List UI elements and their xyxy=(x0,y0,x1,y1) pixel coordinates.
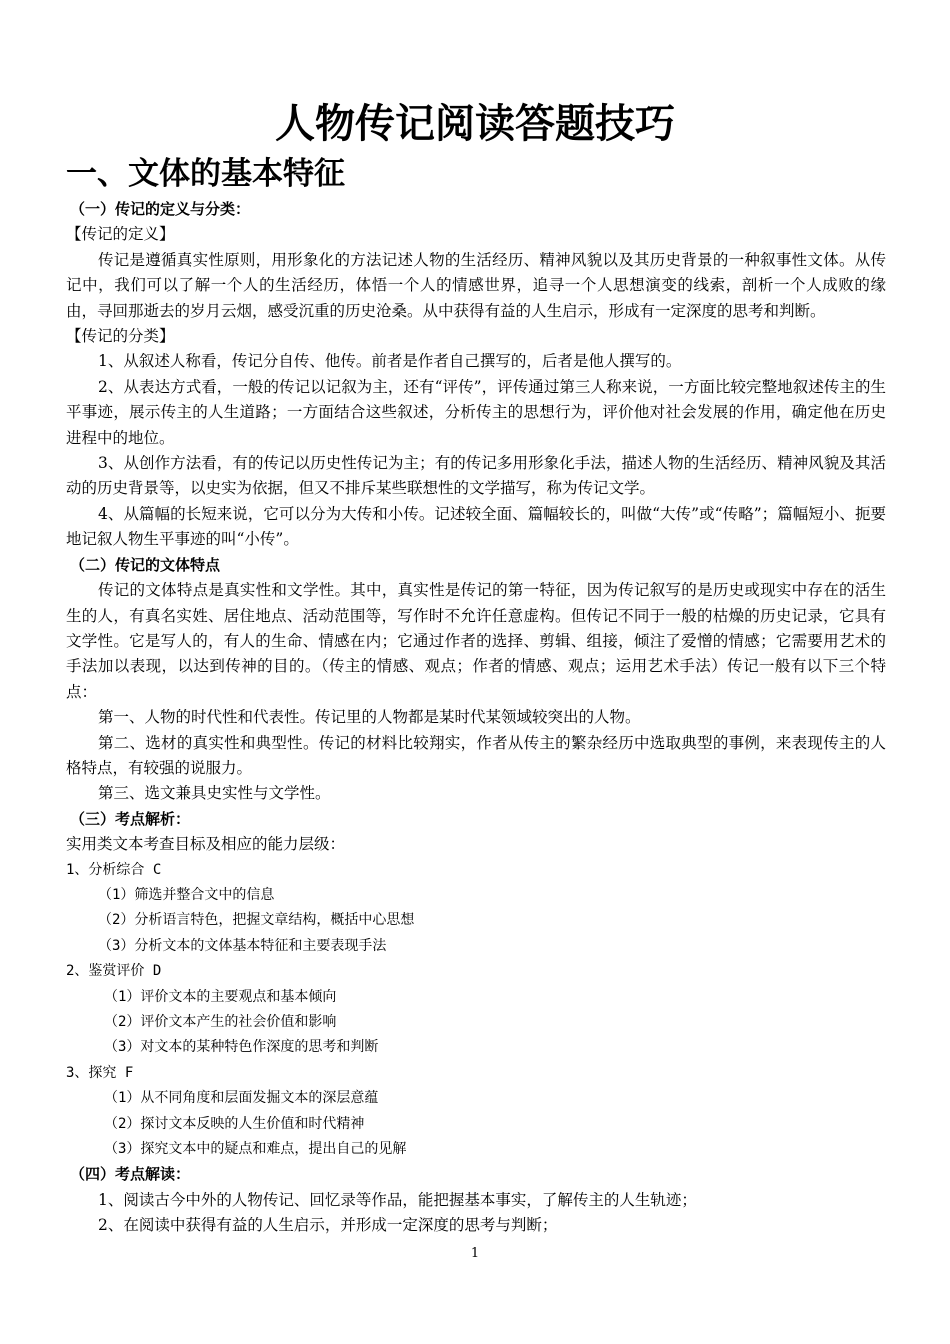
paragraph: 第三、选文兼具史实性与文学性。 xyxy=(98,784,331,803)
section-heading: 一、文体的基本特征 xyxy=(66,156,345,192)
subsection-title: （三）考点解析： xyxy=(70,809,191,828)
paragraph: 1、阅读古今中外的人物传记、回忆录等作品，能把握基本事实，了解传主的人生轨迹； xyxy=(98,1190,697,1209)
list-item: （3）对文本的某种特色作深度的思考和判断 xyxy=(104,1039,379,1056)
subsection-title: （四）考点解读： xyxy=(70,1165,191,1184)
label: 【传记的分类】 xyxy=(66,327,175,346)
list-heading: 1、分析综合 C xyxy=(66,861,162,878)
paragraph: 传记的文体特点是真实性和文学性。其中，真实性是传记的第一特征，因为传记叙写的是历史或现实中存在的活生生的人，有真名实姓、居住地点、活动范围等，写作时不允许任意虚构。但传记不同于一般的枯燥的历史记录，它具有文学性。它是写人的，有人的生命、情感在内；它通过作者的选择、剪辑、组接，倾注了爱憎的情感；它需要用艺术的手法加以表现，以达到传神的目的。（传主的情感、观点；作者的情感、观点；运用艺术手法）传记一般有以下三个特点： xyxy=(66,581,886,701)
paragraph: 第二、选材的真实性和典型性。传记的材料比较翔实，作者从传主的繁杂经历中选取典型的事例，来表现传主的人格特点，有较强的说服力。 xyxy=(66,733,886,777)
paragraph: 2、在阅读中获得有益的人生启示，并形成一定深度的思考与判断； xyxy=(98,1216,558,1235)
page-number: 1 xyxy=(470,1246,480,1261)
subsection-title: （一）传记的定义与分类： xyxy=(70,200,251,218)
document-body xyxy=(66,197,886,1239)
list-item: （2）评价文本产生的社会价值和影响 xyxy=(104,1014,337,1030)
list-item: （3）分析文本的文体基本特征和主要表现手法 xyxy=(98,937,387,954)
paragraph: 3、从创作方法看，有的传记以历史性传记为主；有的传记多用形象化手法，描述人物的生活经历、精神风貌及其活动的历史背景等，以史实为依据，但又不排斥某些联想性的文学描写，称为传记文学。 xyxy=(66,454,886,498)
paragraph: 第一、人物的时代性和代表性。传记里的人物都是某时代某领域较突出的人物。 xyxy=(98,708,641,727)
paragraph: 1、从叙述人称看，传记分自传、他传。前者是作者自己撰写的，后者是他人撰写的。 xyxy=(98,352,682,371)
paragraph: 4、从篇幅的长短来说，它可以分为大传和小传。记述较全面、篇幅较长的，叫做“大传”或“传略”；篇幅短小、扼要地记叙人物生平事迹的叫“小传”。 xyxy=(66,504,886,549)
page-title: 人物传记阅读答题技巧 xyxy=(275,101,675,147)
subsection-title: （二）传记的文体特点 xyxy=(70,555,221,574)
label: 【传记的定义】 xyxy=(66,225,175,244)
list-item: （2）探讨文本反映的人生价值和时代精神 xyxy=(104,1115,365,1132)
paragraph: 传记是遵循真实性原则，用形象化的方法记述人物的生活经历、精神风貌以及其历史背景的一种叙事性文体。从传记中，我们可以了解一个人的生活经历，体悟一个人的情感世界，追寻一个人思想演变的线索，剖析一个人成败的缘由，寻回那逝去的岁月云烟，感受沉重的历史沧桑。从中获得有益的人生启示，形成有一定深度的思考和判断。 xyxy=(66,250,886,320)
list-heading: 3、探究 F xyxy=(66,1064,134,1081)
list-heading: 2、鉴赏评价 D xyxy=(66,963,162,980)
list-item: （1）评价文本的主要观点和基本倾向 xyxy=(104,988,337,1005)
list-item: （1）筛选并整合文中的信息 xyxy=(98,886,275,903)
list-item: （3）探究文本中的疑点和难点，提出自己的见解 xyxy=(104,1141,407,1158)
paragraph: 实用类文本考查目标及相应的能力层级： xyxy=(66,835,346,854)
list-item: （2）分析语言特色，把握文章结构，概括中心思想 xyxy=(98,912,415,929)
list-item: （1）从不同角度和层面发掘文本的深层意蕴 xyxy=(104,1090,379,1107)
paragraph: 2、从表达方式看，一般的传记以记叙为主，还有“评传”，评传通过第三人称来说，一方面比较完整地叙述传主的生平事迹，展示传主的人生道路；一方面结合这些叙述，分析传主的思想行为，评价他对社会发展的作用，确定他在历史进程中的地位。 xyxy=(66,377,886,447)
